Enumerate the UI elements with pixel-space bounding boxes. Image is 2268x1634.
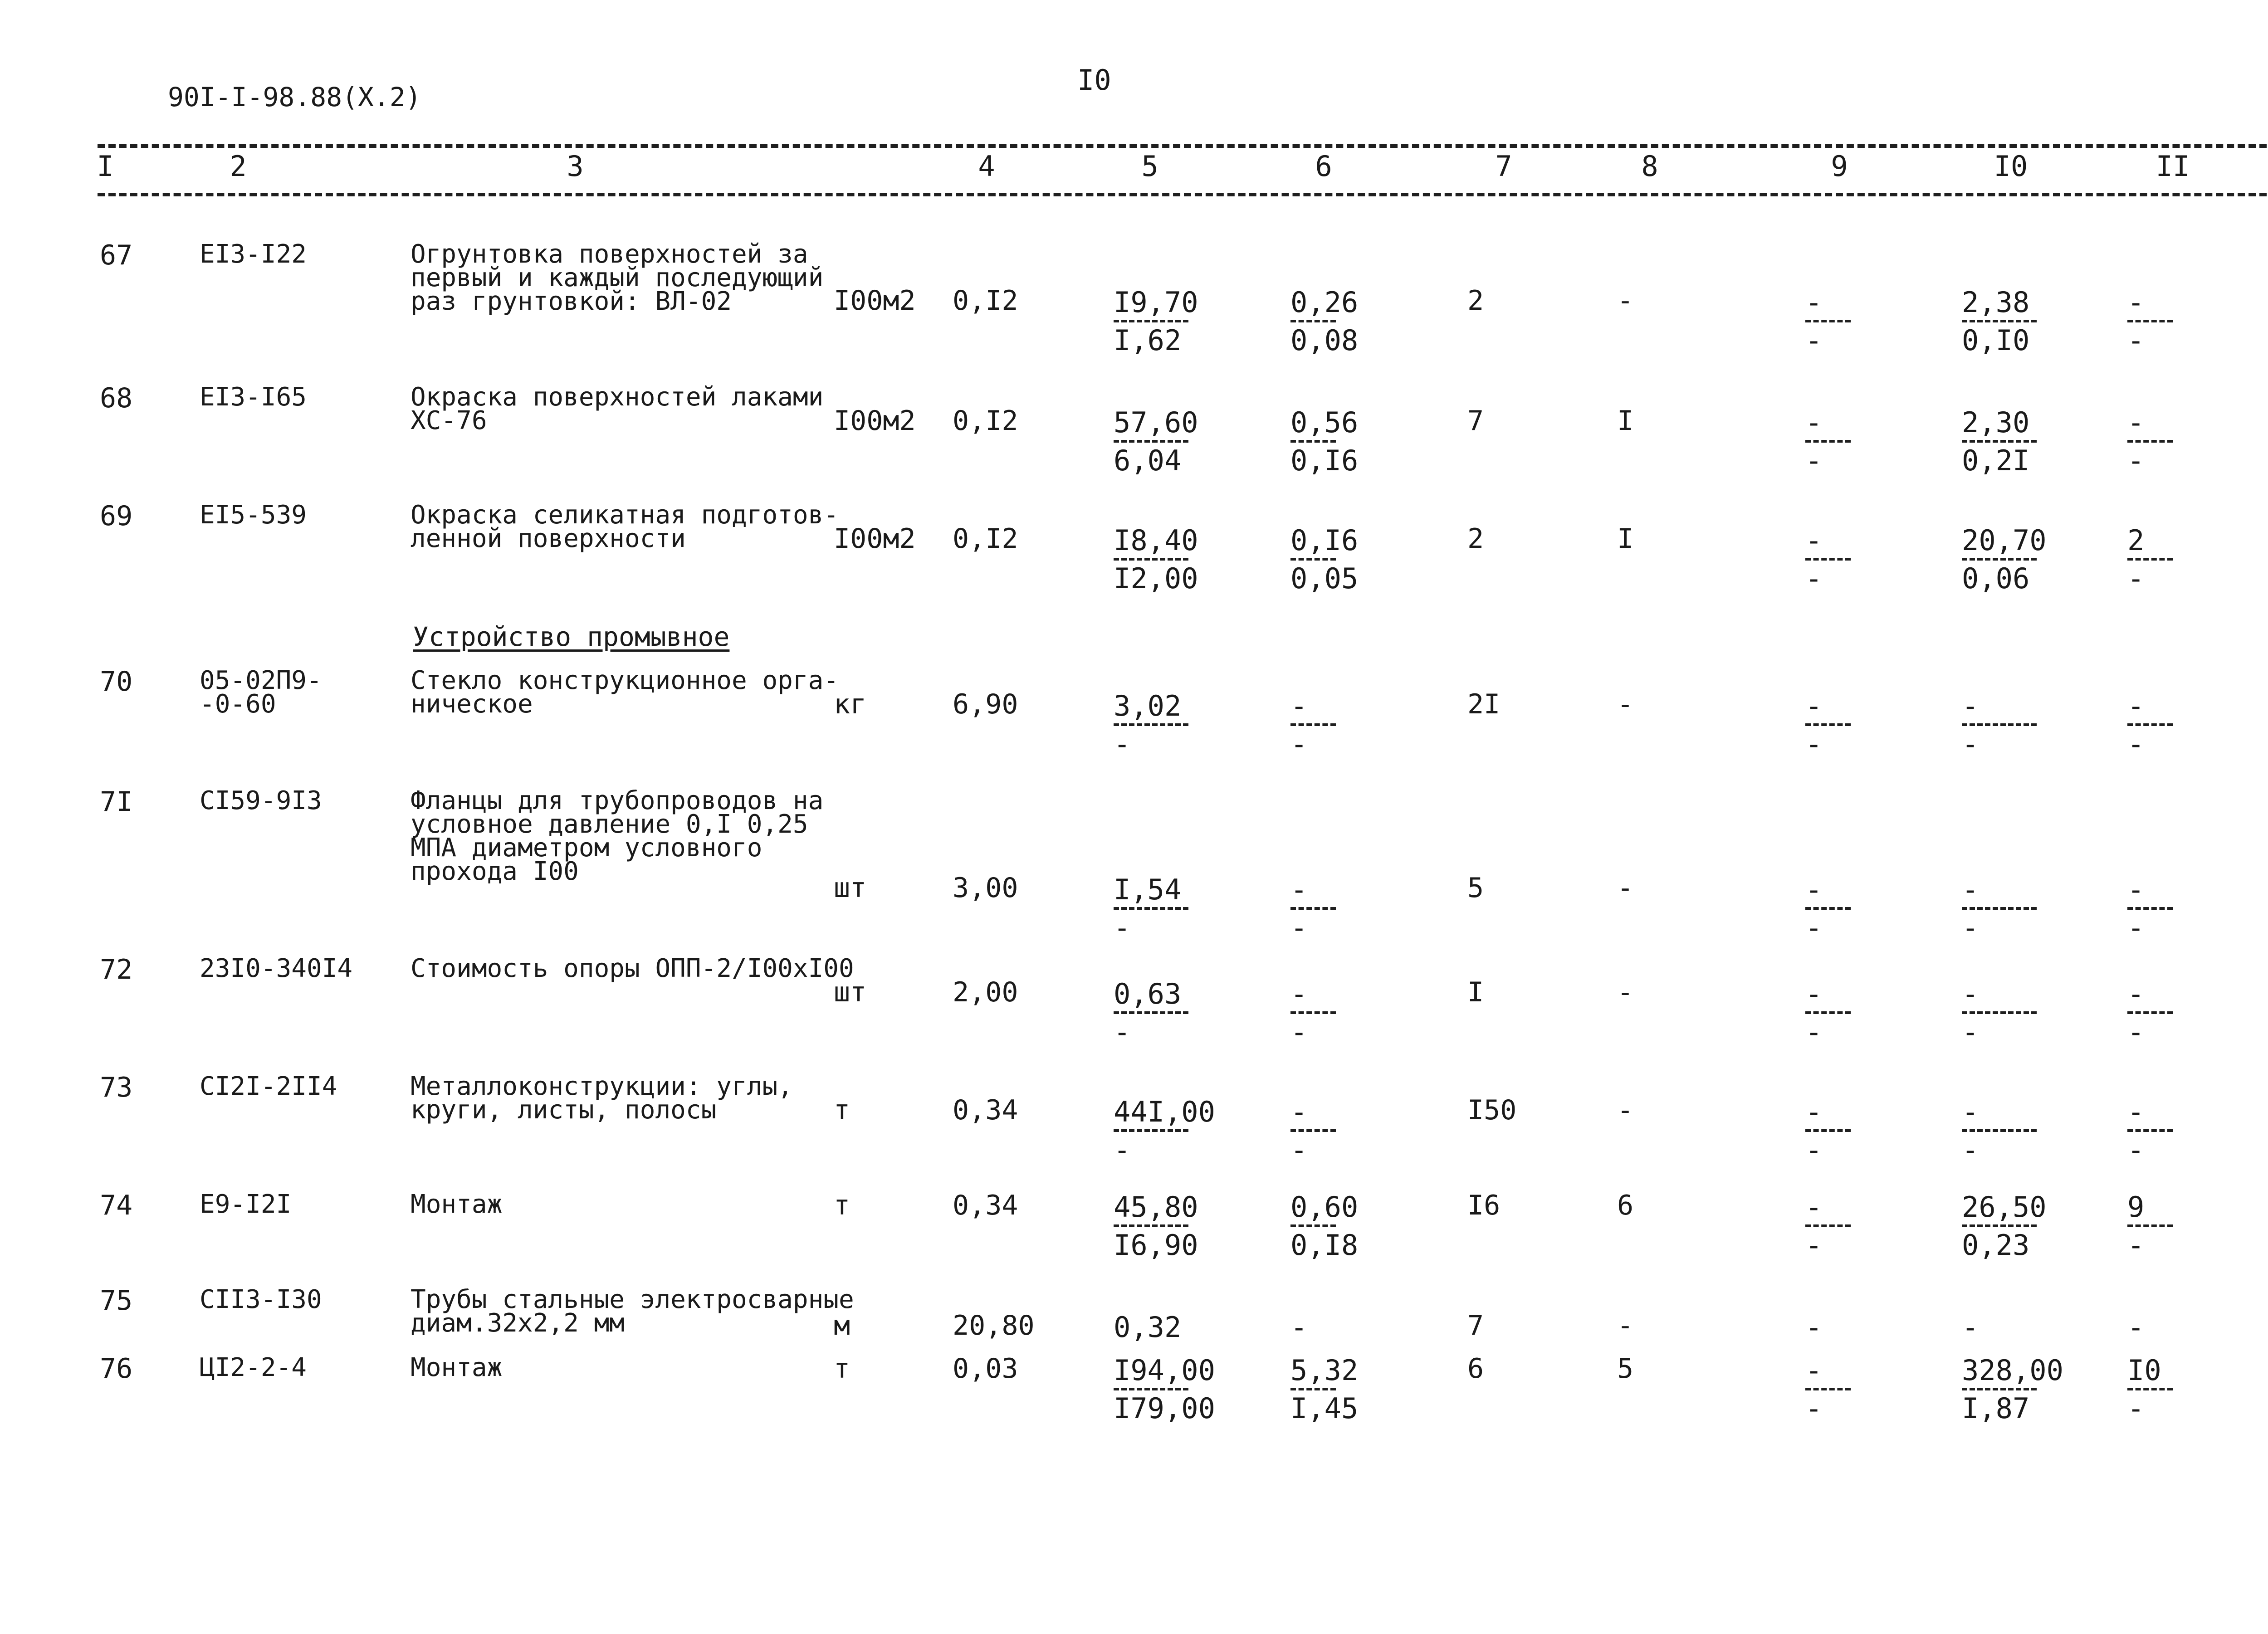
value-c5-numerator: 3,02 bbox=[1114, 689, 1182, 722]
fraction-bar bbox=[1962, 440, 2037, 443]
quantity: 0,34 bbox=[953, 1190, 1018, 1221]
row-number: 67 bbox=[100, 239, 133, 271]
value-c5 bbox=[1114, 875, 1188, 942]
value-c9-denominator: - bbox=[1805, 1392, 1823, 1425]
value-c6 bbox=[1290, 408, 1358, 475]
row-number: 72 bbox=[100, 954, 133, 985]
value-c10 bbox=[1962, 1313, 1979, 1342]
value-c11-denominator: - bbox=[2127, 1229, 2145, 1262]
fraction-bar bbox=[1805, 1011, 1851, 1014]
value-c9 bbox=[1805, 1190, 1851, 1262]
value-c6-numerator: 0,60 bbox=[1290, 1190, 1359, 1224]
value-c5-denominator: - bbox=[1114, 727, 1131, 761]
value-c5 bbox=[1114, 689, 1188, 761]
value-c6 bbox=[1290, 526, 1358, 593]
fraction-bar bbox=[1805, 320, 1851, 322]
fraction-bar bbox=[2127, 320, 2173, 322]
fraction-bar bbox=[1290, 558, 1336, 561]
value-c9 bbox=[1805, 408, 1851, 475]
value-c6-denominator: 0,05 bbox=[1290, 562, 1359, 595]
value-c11 bbox=[2127, 1190, 2173, 1262]
value-c11-numerator: - bbox=[2127, 689, 2145, 722]
fraction-bar bbox=[1114, 1129, 1188, 1132]
row-number: 68 bbox=[100, 382, 133, 414]
fraction-bar bbox=[1290, 440, 1336, 443]
quantity: 0,03 bbox=[953, 1353, 1018, 1385]
rate-code: 23I0-340I4 bbox=[200, 954, 353, 983]
work-description: Огрунтовка поверхностей за первый и каждый последующий раз грунтовкой: ВЛ-02 bbox=[411, 239, 824, 316]
unit: шт bbox=[834, 872, 867, 904]
value-c9-numerator: - bbox=[1805, 286, 1823, 319]
value-c9-numerator: - bbox=[1805, 1311, 1823, 1344]
value-c9 bbox=[1805, 1097, 1851, 1165]
value-c9 bbox=[1805, 977, 1851, 1049]
value-c11-numerator: - bbox=[2127, 873, 2145, 906]
value-c7: 2 bbox=[1467, 285, 1484, 317]
value-c9-denominator: - bbox=[1805, 727, 1823, 761]
work-description: Фланцы для трубопроводов на условное давление 0,I 0,25 МПА диаметром условного прохода I00 bbox=[411, 786, 824, 886]
quantity: 2,00 bbox=[953, 976, 1018, 1008]
value-c9-numerator: - bbox=[1805, 1190, 1823, 1224]
unit: шт bbox=[834, 976, 867, 1008]
value-c5-denominator: - bbox=[1114, 1133, 1131, 1166]
fraction-bar bbox=[1114, 723, 1188, 726]
work-description: Трубы стальные электросварные диам.32x2,2 мм bbox=[411, 1285, 854, 1338]
row-number: 70 bbox=[100, 666, 133, 697]
column-header-2: 2 bbox=[230, 150, 247, 183]
value-c9-numerator: - bbox=[1805, 873, 1823, 906]
column-header-3: 3 bbox=[567, 150, 584, 183]
unit: кг bbox=[834, 688, 867, 720]
value-c11 bbox=[2127, 689, 2173, 761]
value-c8: 5 bbox=[1617, 1353, 1634, 1385]
value-c6-denominator: - bbox=[1290, 911, 1308, 944]
value-c11-denominator: - bbox=[2127, 911, 2145, 944]
rate-code: 05-02П9- -0-60 bbox=[200, 666, 322, 719]
value-c9 bbox=[1805, 288, 1851, 355]
fraction-bar bbox=[1962, 907, 2037, 910]
value-c10-denominator: 0,I0 bbox=[1962, 324, 2030, 357]
work-description: Стоимость опоры ОПП-2/I00xI00 bbox=[411, 954, 854, 983]
quantity: 20,80 bbox=[953, 1310, 1035, 1341]
value-c5-numerator: I94,00 bbox=[1114, 1354, 1215, 1387]
value-c10-denominator: 0,23 bbox=[1962, 1229, 2030, 1262]
value-c11 bbox=[2127, 526, 2173, 593]
value-c11-numerator: - bbox=[2127, 286, 2145, 319]
value-c7: I6 bbox=[1467, 1190, 1501, 1221]
quantity: 0,I2 bbox=[953, 285, 1018, 317]
fraction-bar bbox=[1962, 1129, 2037, 1132]
fraction-bar bbox=[1805, 907, 1851, 910]
value-c9-denominator: - bbox=[1805, 911, 1823, 944]
value-c7: I50 bbox=[1467, 1094, 1517, 1126]
fraction-bar bbox=[1805, 440, 1851, 443]
fraction-bar bbox=[1114, 1388, 1188, 1390]
value-c5-numerator: 45,80 bbox=[1114, 1190, 1198, 1224]
value-c7: 5 bbox=[1467, 872, 1484, 904]
value-c9-denominator: - bbox=[1805, 562, 1823, 595]
value-c6-numerator: - bbox=[1290, 689, 1308, 722]
row-number: 74 bbox=[100, 1190, 133, 1221]
value-c6 bbox=[1290, 288, 1358, 355]
value-c10-numerator: 2,38 bbox=[1962, 286, 2030, 319]
value-c10-numerator: - bbox=[1962, 1311, 1979, 1344]
value-c11-denominator: - bbox=[2127, 1015, 2145, 1049]
value-c5-numerator: I9,70 bbox=[1114, 286, 1198, 319]
value-c8: - bbox=[1617, 1094, 1634, 1126]
fraction-bar bbox=[1290, 320, 1336, 322]
header-bottom-rule bbox=[98, 193, 2268, 196]
column-header-6: 6 bbox=[1315, 150, 1332, 183]
rate-code: ЦI2-2-4 bbox=[200, 1353, 307, 1382]
value-c6-numerator: 0,56 bbox=[1290, 406, 1359, 439]
fraction-bar bbox=[1290, 1224, 1336, 1227]
value-c9-denominator: - bbox=[1805, 1229, 1823, 1262]
value-c10-denominator: - bbox=[1962, 727, 1979, 761]
value-c10 bbox=[1962, 977, 2037, 1049]
fraction-bar bbox=[2127, 440, 2173, 443]
value-c8: - bbox=[1617, 1310, 1634, 1341]
value-c5-numerator: 44I,00 bbox=[1114, 1095, 1215, 1128]
column-header-11: II bbox=[2156, 150, 2190, 183]
row-number: 75 bbox=[100, 1285, 133, 1317]
value-c10-numerator: 20,70 bbox=[1962, 524, 2047, 557]
quantity: 3,00 bbox=[953, 872, 1018, 904]
value-c6-denominator: - bbox=[1290, 727, 1308, 761]
value-c11 bbox=[2127, 408, 2173, 475]
column-header-7: 7 bbox=[1495, 150, 1512, 183]
value-c10-numerator: 328,00 bbox=[1962, 1354, 2063, 1387]
value-c10-numerator: - bbox=[1962, 977, 1979, 1010]
value-c7: I bbox=[1467, 976, 1484, 1008]
value-c6-numerator: - bbox=[1290, 873, 1308, 906]
value-c10 bbox=[1962, 288, 2037, 355]
value-c10-denominator: - bbox=[1962, 1133, 1979, 1166]
section-title: Устройство промывное bbox=[413, 621, 730, 652]
unit: т bbox=[834, 1353, 850, 1385]
value-c6 bbox=[1290, 1356, 1358, 1423]
value-c5-denominator: I2,00 bbox=[1114, 562, 1198, 595]
unit: т bbox=[834, 1094, 850, 1126]
fraction-bar bbox=[1114, 320, 1188, 322]
value-c11-denominator: - bbox=[2127, 727, 2145, 761]
work-description: Стекло конструкционное орга- ническое bbox=[411, 666, 839, 719]
value-c7: 2I bbox=[1467, 688, 1501, 720]
value-c9 bbox=[1805, 875, 1851, 942]
column-header-9: 9 bbox=[1831, 150, 1848, 183]
value-c9 bbox=[1805, 1313, 1822, 1342]
value-c6 bbox=[1290, 1097, 1336, 1165]
rate-code: CI59-9I3 bbox=[200, 786, 322, 815]
fraction-bar bbox=[2127, 1388, 2173, 1390]
value-c11-numerator: 2 bbox=[2127, 524, 2145, 557]
value-c10-numerator: - bbox=[1962, 689, 1979, 722]
work-description: Монтаж bbox=[411, 1353, 503, 1382]
value-c11 bbox=[2127, 875, 2173, 942]
row-number: 73 bbox=[100, 1072, 133, 1103]
value-c6-numerator: 5,32 bbox=[1290, 1354, 1359, 1387]
fraction-bar bbox=[1114, 1011, 1188, 1014]
row-number: 7I bbox=[100, 786, 133, 818]
unit: м bbox=[834, 1310, 850, 1341]
value-c5-numerator: 0,63 bbox=[1114, 977, 1182, 1010]
value-c10 bbox=[1962, 526, 2047, 593]
value-c11-numerator: - bbox=[2127, 1311, 2145, 1344]
value-c11-denominator: - bbox=[2127, 1133, 2145, 1166]
fraction-bar bbox=[1805, 723, 1851, 726]
quantity: 0,I2 bbox=[953, 405, 1018, 437]
rate-code: E9-I2I bbox=[200, 1190, 292, 1219]
fraction-bar bbox=[1290, 1129, 1336, 1132]
value-c7: 6 bbox=[1467, 1353, 1484, 1385]
unit: I00м2 bbox=[834, 523, 916, 555]
value-c9-denominator: - bbox=[1805, 1133, 1823, 1166]
column-header-4: 4 bbox=[978, 150, 995, 183]
value-c11-numerator: 9 bbox=[2127, 1190, 2145, 1224]
value-c9-numerator: - bbox=[1805, 1095, 1823, 1128]
fraction-bar bbox=[1290, 723, 1336, 726]
value-c5-numerator: I,54 bbox=[1114, 873, 1182, 906]
value-c5-denominator: - bbox=[1114, 911, 1131, 944]
fraction-bar bbox=[1962, 320, 2037, 322]
value-c6-denominator: I,45 bbox=[1290, 1392, 1359, 1425]
value-c6 bbox=[1290, 689, 1336, 761]
value-c11 bbox=[2127, 288, 2173, 355]
fraction-bar bbox=[2127, 558, 2173, 561]
value-c6-numerator: 0,I6 bbox=[1290, 524, 1359, 557]
rate-code: CII3-I30 bbox=[200, 1285, 322, 1314]
value-c9 bbox=[1805, 1356, 1851, 1423]
value-c6-denominator: - bbox=[1290, 1015, 1308, 1049]
value-c8: 6 bbox=[1617, 1190, 1634, 1221]
value-c6-denominator: 0,I6 bbox=[1290, 444, 1359, 477]
value-c5-denominator: I,62 bbox=[1114, 324, 1182, 357]
value-c9-numerator: - bbox=[1805, 524, 1823, 557]
value-c6 bbox=[1290, 1190, 1359, 1262]
value-c10 bbox=[1962, 875, 2037, 942]
quantity: 6,90 bbox=[953, 688, 1018, 720]
column-header-5: 5 bbox=[1141, 150, 1158, 183]
value-c11-numerator: - bbox=[2127, 406, 2145, 439]
unit: I00м2 bbox=[834, 405, 916, 437]
quantity: 0,34 bbox=[953, 1094, 1018, 1126]
value-c8: - bbox=[1617, 976, 1634, 1008]
value-c11 bbox=[2127, 1313, 2144, 1342]
value-c10-denominator: 0,06 bbox=[1962, 562, 2030, 595]
column-header-10: I0 bbox=[1994, 150, 2028, 183]
fraction-bar bbox=[1290, 1011, 1336, 1014]
value-c11-numerator: - bbox=[2127, 1095, 2145, 1128]
value-c9-numerator: - bbox=[1805, 689, 1823, 722]
value-c5 bbox=[1114, 288, 1198, 355]
rate-code: EI5-539 bbox=[200, 500, 307, 530]
fraction-bar bbox=[1290, 907, 1336, 910]
value-c7: 7 bbox=[1467, 405, 1484, 437]
value-c10-numerator: - bbox=[1962, 1095, 1979, 1128]
fraction-bar bbox=[1962, 1388, 2037, 1390]
value-c6-numerator: - bbox=[1290, 1311, 1308, 1344]
value-c10 bbox=[1962, 1097, 2037, 1165]
value-c10-numerator: 26,50 bbox=[1962, 1190, 2047, 1224]
fraction-bar bbox=[1114, 907, 1188, 910]
value-c9-denominator: - bbox=[1805, 1015, 1823, 1049]
work-description: Окраска селикатная подготов- ленной поверхности bbox=[411, 500, 839, 553]
row-number: 69 bbox=[100, 500, 133, 532]
value-c9-denominator: - bbox=[1805, 444, 1823, 477]
work-description: Металлоконструкции: углы, круги, листы, полосы bbox=[411, 1072, 793, 1125]
value-c10-denominator: - bbox=[1962, 911, 1979, 944]
fraction-bar bbox=[1962, 723, 2037, 726]
header-top-rule bbox=[98, 144, 2268, 148]
fraction-bar bbox=[1962, 1224, 2037, 1227]
document-code: 90I-I-98.88(X.2) bbox=[168, 82, 421, 112]
value-c5-denominator: I6,90 bbox=[1114, 1229, 1198, 1262]
value-c10-denominator: - bbox=[1962, 1015, 1979, 1049]
value-c5 bbox=[1114, 977, 1188, 1049]
unit: т bbox=[834, 1190, 850, 1221]
value-c6-denominator: 0,08 bbox=[1290, 324, 1359, 357]
value-c9-numerator: - bbox=[1805, 977, 1823, 1010]
value-c9-numerator: - bbox=[1805, 406, 1823, 439]
fraction-bar bbox=[2127, 1129, 2173, 1132]
value-c5 bbox=[1114, 526, 1198, 593]
value-c10-denominator: 0,2I bbox=[1962, 444, 2030, 477]
work-description: Окраска поверхностей лаками ХС-76 bbox=[411, 382, 824, 435]
fraction-bar bbox=[1962, 558, 2037, 561]
value-c11 bbox=[2127, 977, 2173, 1049]
value-c11-numerator: - bbox=[2127, 977, 2145, 1010]
value-c5 bbox=[1114, 1190, 1198, 1262]
fraction-bar bbox=[1114, 1224, 1188, 1227]
fraction-bar bbox=[1805, 1224, 1851, 1227]
column-header-8: 8 bbox=[1641, 150, 1658, 183]
value-c9 bbox=[1805, 689, 1851, 761]
value-c11 bbox=[2127, 1097, 2173, 1165]
value-c10-denominator: I,87 bbox=[1962, 1392, 2030, 1425]
value-c5-numerator: 57,60 bbox=[1114, 406, 1198, 439]
page-number: I0 bbox=[1077, 63, 1111, 97]
value-c11-denominator: - bbox=[2127, 444, 2145, 477]
quantity: 0,I2 bbox=[953, 523, 1018, 555]
value-c5-denominator: - bbox=[1114, 1015, 1131, 1049]
fraction-bar bbox=[2127, 907, 2173, 910]
rate-code: EI3-I22 bbox=[200, 239, 307, 269]
value-c7: 2 bbox=[1467, 523, 1484, 555]
value-c6-numerator: 0,26 bbox=[1290, 286, 1359, 319]
value-c7: 7 bbox=[1467, 1310, 1484, 1341]
value-c6-numerator: - bbox=[1290, 977, 1308, 1010]
value-c6 bbox=[1290, 875, 1336, 942]
fraction-bar bbox=[1805, 558, 1851, 561]
row-number: 76 bbox=[100, 1353, 133, 1385]
value-c6 bbox=[1290, 1313, 1307, 1342]
value-c9 bbox=[1805, 526, 1851, 593]
value-c6 bbox=[1290, 977, 1336, 1049]
value-c8: I bbox=[1617, 523, 1634, 555]
fraction-bar bbox=[1290, 1388, 1336, 1390]
value-c5 bbox=[1114, 1097, 1215, 1165]
fraction-bar bbox=[1962, 1011, 2037, 1014]
value-c5-numerator: I8,40 bbox=[1114, 524, 1198, 557]
value-c10-numerator: 2,30 bbox=[1962, 406, 2030, 439]
value-c11 bbox=[2127, 1356, 2173, 1423]
fraction-bar bbox=[1114, 558, 1188, 561]
value-c8: - bbox=[1617, 285, 1634, 317]
value-c8: - bbox=[1617, 688, 1634, 720]
value-c5-numerator: 0,32 bbox=[1114, 1311, 1182, 1344]
value-c8: - bbox=[1617, 872, 1634, 904]
value-c5 bbox=[1114, 408, 1198, 475]
value-c6-denominator: - bbox=[1290, 1133, 1308, 1166]
value-c10 bbox=[1962, 1356, 2063, 1423]
value-c5-denominator: I79,00 bbox=[1114, 1392, 1215, 1425]
value-c5-denominator: 6,04 bbox=[1114, 444, 1182, 477]
value-c10-numerator: - bbox=[1962, 873, 1979, 906]
value-c5 bbox=[1114, 1356, 1215, 1423]
value-c11-denominator: - bbox=[2127, 562, 2145, 595]
value-c11-denominator: - bbox=[2127, 1392, 2145, 1425]
fraction-bar bbox=[1114, 440, 1188, 443]
fraction-bar bbox=[2127, 723, 2173, 726]
work-description: Монтаж bbox=[411, 1190, 503, 1219]
column-header-1: I bbox=[97, 150, 114, 183]
value-c5 bbox=[1114, 1313, 1181, 1342]
value-c9-denominator: - bbox=[1805, 324, 1823, 357]
fraction-bar bbox=[2127, 1224, 2173, 1227]
value-c10 bbox=[1962, 408, 2037, 475]
fraction-bar bbox=[2127, 1011, 2173, 1014]
rate-code: CI2I-2II4 bbox=[200, 1072, 337, 1101]
fraction-bar bbox=[1805, 1129, 1851, 1132]
value-c10 bbox=[1962, 1190, 2047, 1262]
value-c6-denominator: 0,I8 bbox=[1290, 1229, 1359, 1262]
value-c9-numerator: - bbox=[1805, 1354, 1823, 1387]
unit: I00м2 bbox=[834, 285, 916, 317]
value-c11-numerator: I0 bbox=[2127, 1354, 2161, 1387]
rate-code: EI3-I65 bbox=[200, 382, 307, 412]
value-c11-denominator: - bbox=[2127, 324, 2145, 357]
value-c10 bbox=[1962, 689, 2037, 761]
value-c8: I bbox=[1617, 405, 1634, 437]
fraction-bar bbox=[1805, 1388, 1851, 1390]
value-c6-numerator: - bbox=[1290, 1095, 1308, 1128]
